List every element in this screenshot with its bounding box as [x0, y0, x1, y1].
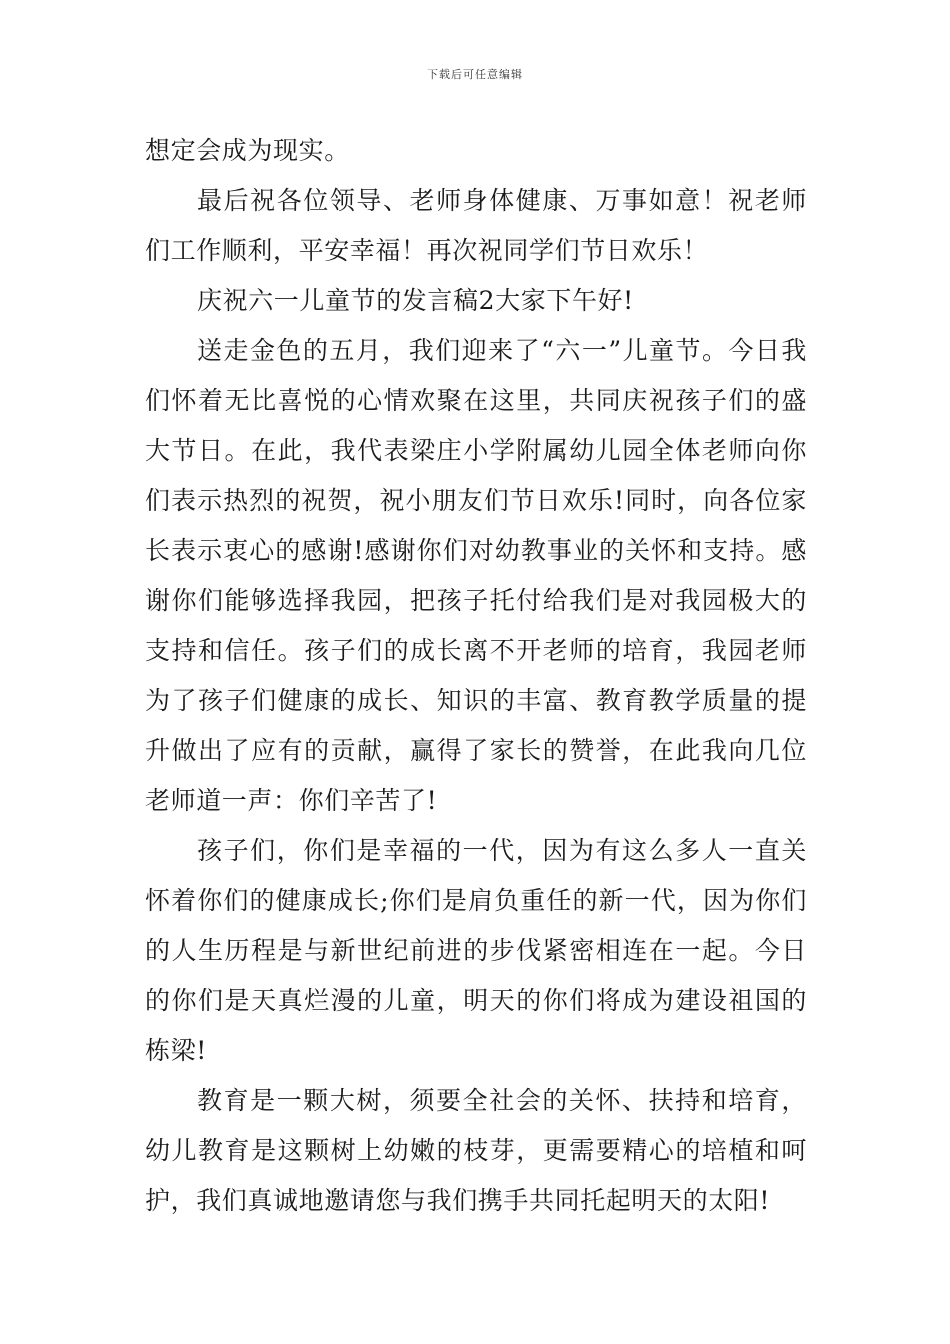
- paragraph-2: 最后祝各位领导、老师身体健康、万事如意！祝老师们工作顺利，平安幸福！再次祝同学们节日欢乐！: [145, 186, 807, 265]
- paragraph-4: 送走金色的五月，我们迎来了“六一”儿童节。今日我们怀着无比喜悦的心情欢聚在这里，共同庆祝孩子们的盛大节日。在此，我代表梁庄小学附属幼儿园全体老师向你们表示热烈的祝贺，祝小朋友们节日欢乐!同时，向各位家长表示衷心的感谢!感谢你们对幼教事业的关怀和支持。感谢你们能够选择我园，把孩子托付给我们是对我园极大的支持和信任。孩子们的成长离不开老师的培育，我园老师为了孩子们健康的成长、知识的丰富、教育教学质量的提升做出了应有的贡献，赢得了家长的赞誉，在此我向几位老师道一声：你们辛苦了!: [145, 336, 807, 815]
- document-body: [145, 126, 807, 1226]
- page-header-note: 下载后可任意编辑: [427, 68, 523, 81]
- paragraph-5: 孩子们，你们是幸福的一代，因为有这么多人一直关怀着你们的健康成长;你们是肩负重任的新一代，因为你们的人生历程是与新世纪前进的步伐紧密相连在一起。今日的你们是天真烂漫的儿童，明天的你们将成为建设祖国的栋梁!: [145, 836, 807, 1065]
- paragraph-1: 想定会成为现实。: [145, 136, 350, 165]
- paragraph-6: 教育是一颗大树，须要全社会的关怀、扶持和培育，幼儿教育是这颗树上幼嫩的枝芽，更需要精心的培植和呵护，我们真诚地邀请您与我们携手共同托起明天的太阳!: [145, 1086, 807, 1215]
- paragraph-3: 庆祝六一儿童节的发言稿2大家下午好!: [197, 286, 634, 315]
